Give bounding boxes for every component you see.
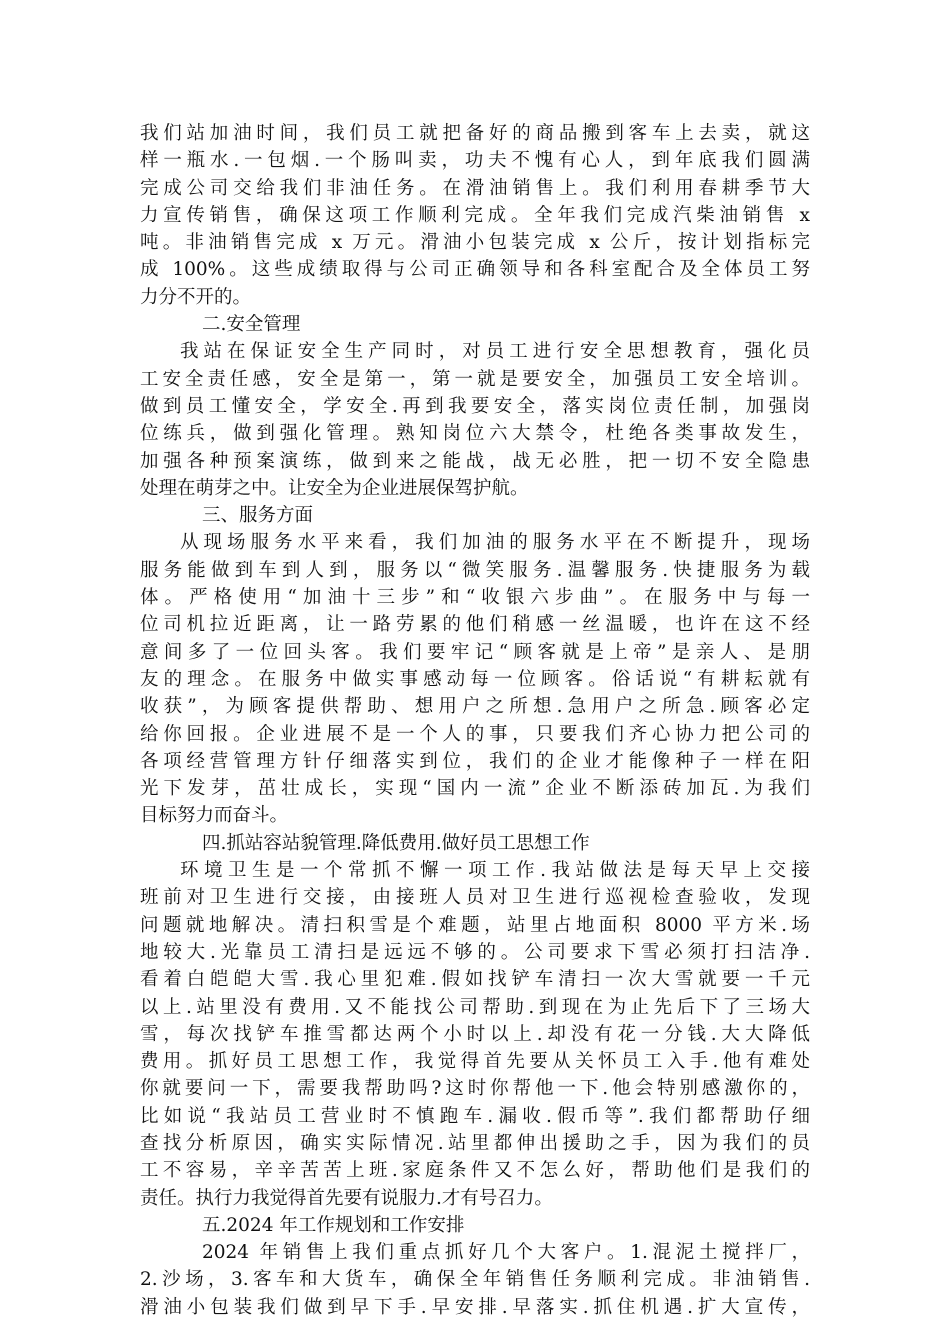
section-heading: 二.安全管理 — [202, 314, 301, 336]
paragraph-line: 友的理念。在服务中做实事感动每一位顾客。俗话说“有耕耘就有 — [140, 668, 810, 690]
paragraph-line: 给你回报。企业进展不是一个人的事，只要我们齐心协力把公司的 — [140, 723, 810, 745]
paragraph-line: 从现场服务水平来看，我们加油的服务水平在不断提升，现场 — [180, 532, 810, 554]
paragraph-line: 我们站加油时间，我们员工就把备好的商品搬到客车上去卖，就这 — [140, 123, 810, 144]
paragraph-line: 查找分析原因，确实实际情况.站里都伸出援助之手，因为我们的员 — [140, 1132, 810, 1154]
paragraph-line: 以上.站里没有费用.又不能找公司帮助.到现在为止先后下了三场大 — [140, 996, 810, 1018]
paragraph-line: 完成公司交给我们非油任务。在滑油销售上。我们利用春耕季节大 — [140, 177, 810, 199]
paragraph-line: 处理在萌芽之中。让安全为企业进展保驾护航。 — [140, 477, 529, 499]
paragraph-line: 吨。非油销售完成 x 万元。滑油小包装完成 x 公斤，按计划指标完 — [140, 232, 810, 254]
paragraph-line: 位司机拉近距离，让一路劳累的他们稍感一丝温暖，也许在这不经 — [140, 614, 810, 636]
paragraph-line: 体。严格使用“加油十三步”和“收银六步曲”。在服务中与每一 — [140, 587, 810, 609]
paragraph-line: 收获”，为顾客提供帮助、想用户之所想.急用户之所急.顾客必定 — [140, 696, 810, 718]
paragraph-line: 我站在保证安全生产同时，对员工进行安全思想教育，强化员 — [180, 341, 810, 363]
paragraph-line: 光下发芽，茁壮成长，实现“国内一流”企业不断添砖加瓦.为我们 — [140, 778, 810, 800]
paragraph-line: 服务能做到车到人到，服务以“微笑服务.温馨服务.快捷服务为载 — [140, 559, 810, 581]
paragraph-line: 力宣传销售，确保这项工作顺利完成。全年我们完成汽柴油销售 x — [140, 204, 810, 226]
paragraph-line: 位练兵，做到强化管理。熟知岗位六大禁令，杜绝各类事故发生， — [140, 423, 810, 445]
paragraph-line: 你就要问一下，需要我帮助吗?这时你帮他一下.他会特别感激你的， — [140, 1078, 810, 1100]
paragraph-line: 2024 年销售上我们重点抓好几个大客户。1.混泥土搅拌厂， — [202, 1242, 810, 1264]
paragraph-line: 环境卫生是一个常抓不懈一项工作.我站做法是每天早上交接 — [180, 860, 810, 882]
paragraph-line: 样一瓶水.一包烟.一个肠叫卖，功夫不愧有心人，到年底我们圆满 — [140, 150, 810, 172]
paragraph-line: 2.沙场，3.客车和大货车，确保全年销售任务顺利完成。非油销售. — [140, 1269, 810, 1291]
paragraph-line: 地较大.光靠员工清扫是远远不够的。公司要求下雪必须打扫洁净. — [140, 941, 810, 963]
paragraph-line: 比如说“我站员工营业时不慎跑车.漏收.假币等”.我们都帮助仔细 — [140, 1105, 810, 1127]
paragraph-line: 看着白皑皑大雪.我心里犯难.假如找铲车清扫一次大雪就要一千元 — [140, 969, 810, 991]
paragraph-line: 目标努力而奋斗。 — [140, 805, 289, 827]
paragraph-line: 工安全责任感，安全是第一，第一就是要安全，加强员工安全培训。 — [140, 368, 810, 390]
paragraph-line: 成 100%。这些成绩取得与公司正确领导和各科室配合及全体员工努 — [140, 259, 810, 281]
paragraph-line: 责任。执行力我觉得首先要有说服力.才有号召力。 — [140, 1187, 553, 1209]
paragraph-line: 班前对卫生进行交接，由接班人员对卫生进行巡视检查验收，发现 — [140, 887, 810, 909]
section-heading: 四.抓站容站貌管理.降低费用.做好员工思想工作 — [202, 832, 590, 854]
paragraph-line: 意间多了一位回头客。我们要牢记“顾客就是上帝”是亲人、是朋 — [140, 641, 810, 663]
paragraph-line: 工不容易，辛辛苦苦上班.家庭条件又不怎么好，帮助他们是我们的 — [140, 1160, 810, 1182]
paragraph-line: 费用。抓好员工思想工作，我觉得首先要从关怀员工入手.他有难处 — [140, 1051, 810, 1073]
paragraph-line: 各项经营管理方针仔细落实到位，我们的企业才能像种子一样在阳 — [140, 750, 810, 772]
paragraph-line: 雪，每次找铲车推雪都达两个小时以上.却没有花一分钱.大大降低 — [140, 1023, 810, 1045]
paragraph-line: 加强各种预案演练，做到来之能战，战无必胜，把一切不安全隐患 — [140, 450, 810, 472]
paragraph-line: 问题就地解决。清扫积雪是个难题，站里占地面积 8000 平方米.场 — [140, 914, 810, 936]
section-heading: 三、服务方面 — [202, 505, 314, 527]
section-heading: 五.2024 年工作规划和工作安排 — [202, 1214, 465, 1236]
document-body — [140, 120, 810, 1321]
paragraph-line: 做到员工懂安全，学安全.再到我要安全，落实岗位责任制，加强岗 — [140, 395, 810, 417]
paragraph-line: 力分不开的。 — [140, 286, 252, 308]
paragraph-line: 滑油小包装我们做到早下手.早安排.早落实.抓住机遇.扩大宣传， — [140, 1296, 810, 1318]
